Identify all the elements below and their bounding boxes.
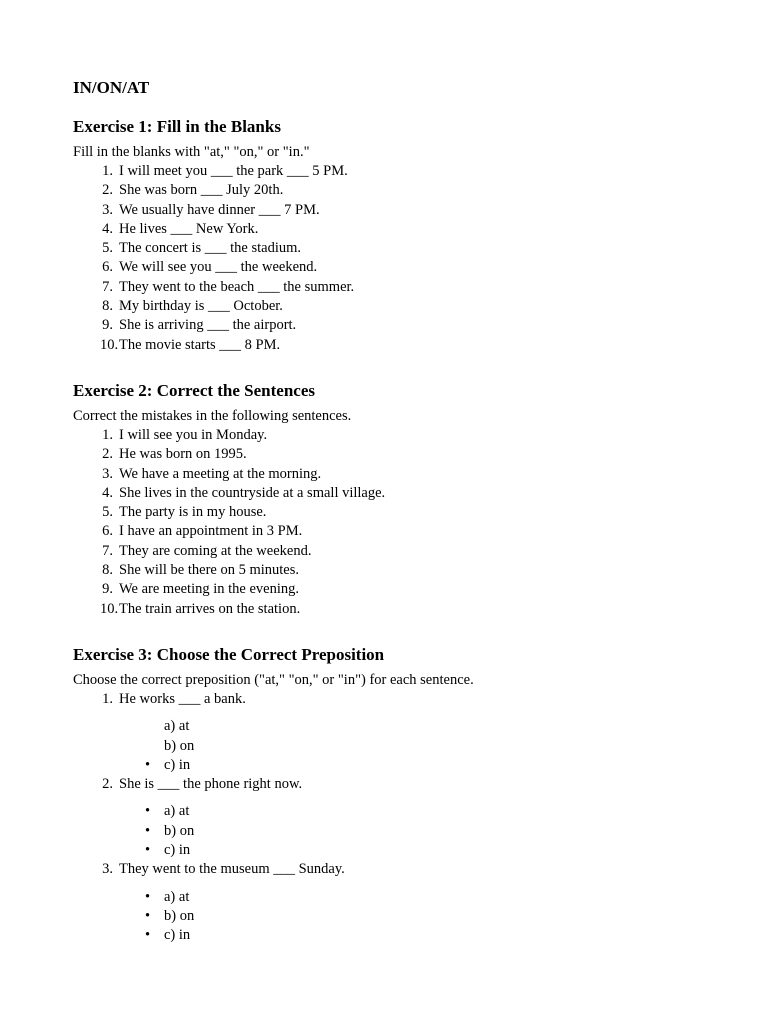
exercise-3-instruction: Choose the correct preposition ("at," "on," or "in") for each sentence. <box>73 672 474 688</box>
item-number: 4. <box>102 220 113 237</box>
option-text: b) on <box>164 822 195 839</box>
question-item <box>73 860 733 945</box>
option-list <box>73 802 733 860</box>
item-text: She is arriving ___ the airport. <box>119 317 297 334</box>
list-item <box>73 465 733 484</box>
item-number: 3. <box>102 201 113 218</box>
item-number: 10. <box>100 336 119 353</box>
option-item <box>73 717 733 736</box>
exercise-1-instruction: Fill in the blanks with "at," "on," or "in." <box>73 144 310 160</box>
item-number: 9. <box>102 317 113 334</box>
item-number: 1. <box>102 427 113 443</box>
list-item <box>73 162 733 181</box>
list-item <box>73 445 733 464</box>
list-item <box>73 336 733 355</box>
option-item <box>73 926 733 945</box>
exercise-1-list <box>73 162 733 355</box>
list-item <box>73 426 733 445</box>
bullet-icon: • <box>145 822 151 839</box>
item-text: We usually have dinner ___ 7 PM. <box>119 201 320 218</box>
exercise-2-heading: Exercise 2: Correct the Sentences <box>73 381 316 400</box>
exercise-3-list <box>73 690 733 946</box>
exercise-3-section <box>73 644 733 946</box>
item-number: 9. <box>102 581 113 598</box>
list-item <box>73 561 733 580</box>
item-text: I will see you in Monday. <box>119 427 268 443</box>
list-item <box>73 580 733 599</box>
option-text: b) on <box>164 907 195 924</box>
list-item <box>73 239 733 258</box>
option-item <box>73 907 733 926</box>
bullet-icon: • <box>145 907 151 924</box>
item-number: 8. <box>102 298 113 315</box>
option-text: a) at <box>164 803 190 820</box>
option-list <box>73 717 733 775</box>
bullet-icon: • <box>145 888 151 905</box>
item-text: The party is in my house. <box>119 504 267 521</box>
list-item <box>73 522 733 541</box>
item-number: 3. <box>102 861 113 878</box>
item-text: He was born on 1995. <box>119 446 247 463</box>
item-number: 1. <box>102 691 113 707</box>
item-text: They went to the beach ___ the summer. <box>119 278 355 295</box>
item-number: 3. <box>102 465 113 482</box>
option-item <box>73 737 733 756</box>
option-text: a) at <box>164 888 190 905</box>
question-text: He works ___ a bank. <box>119 691 246 707</box>
item-number: 5. <box>102 240 113 257</box>
question-text: She is ___ the phone right now. <box>119 776 303 793</box>
list-item <box>73 181 733 200</box>
exercise-1-heading: Exercise 1: Fill in the Blanks <box>73 117 281 136</box>
item-text: The movie starts ___ 8 PM. <box>119 336 281 353</box>
item-number: 6. <box>102 523 113 540</box>
option-item <box>73 822 733 841</box>
list-item <box>73 278 733 297</box>
item-number: 5. <box>102 504 113 521</box>
exercise-1-section <box>73 116 733 355</box>
list-item <box>73 503 733 522</box>
option-list <box>73 888 733 946</box>
list-item <box>73 542 733 561</box>
item-number: 6. <box>102 259 113 276</box>
item-text: She was born ___ July 20th. <box>119 182 284 199</box>
exercise-2-list <box>73 426 733 619</box>
option-item <box>73 841 733 860</box>
list-item <box>73 258 733 277</box>
option-item <box>73 756 733 775</box>
item-number: 7. <box>102 542 113 559</box>
item-number: 1. <box>102 163 113 179</box>
option-text: b) on <box>164 737 195 754</box>
list-item <box>73 316 733 335</box>
item-text: I will meet you ___ the park ___ 5 PM. <box>119 163 348 179</box>
item-number: 4. <box>102 484 113 501</box>
item-text: She lives in the countryside at a small village. <box>119 484 386 501</box>
list-item <box>73 201 733 220</box>
list-item <box>73 297 733 316</box>
item-text: The concert is ___ the stadium. <box>119 240 302 257</box>
option-text: c) in <box>164 842 191 859</box>
bullet-icon: • <box>145 803 151 820</box>
item-number: 10. <box>100 600 119 617</box>
item-number: 2. <box>102 182 113 199</box>
exercise-3-heading: Exercise 3: Choose the Correct Preposition <box>73 645 385 664</box>
list-item <box>73 220 733 239</box>
question-text: They went to the museum ___ Sunday. <box>119 861 345 878</box>
bullet-icon: • <box>145 756 151 773</box>
item-number: 7. <box>102 278 113 295</box>
list-item <box>73 600 733 619</box>
question-item <box>73 775 733 860</box>
option-text: a) at <box>164 718 190 735</box>
option-item <box>73 888 733 907</box>
option-text: c) in <box>164 927 191 944</box>
bullet-icon: • <box>145 842 151 859</box>
document-title: IN/ON/AT <box>73 78 150 97</box>
option-text: c) in <box>164 756 191 773</box>
list-item <box>73 484 733 503</box>
item-text: We are meeting in the evening. <box>119 581 300 598</box>
exercise-2-instruction: Correct the mistakes in the following sentences. <box>73 408 352 424</box>
exercise-2-section <box>73 380 733 619</box>
question-item <box>73 690 733 775</box>
item-text: The train arrives on the station. <box>119 600 301 617</box>
item-text: They are coming at the weekend. <box>119 542 312 559</box>
item-text: I have an appointment in 3 PM. <box>119 523 303 540</box>
item-number: 8. <box>102 562 113 579</box>
option-item <box>73 802 733 821</box>
item-text: My birthday is ___ October. <box>119 298 283 315</box>
item-text: He lives ___ New York. <box>119 220 259 237</box>
item-number: 2. <box>102 446 113 463</box>
item-text: She will be there on 5 minutes. <box>119 562 300 579</box>
bullet-icon: • <box>145 927 151 944</box>
item-number: 2. <box>102 776 113 793</box>
item-text: We have a meeting at the morning. <box>119 465 322 482</box>
item-text: We will see you ___ the weekend. <box>119 259 318 276</box>
